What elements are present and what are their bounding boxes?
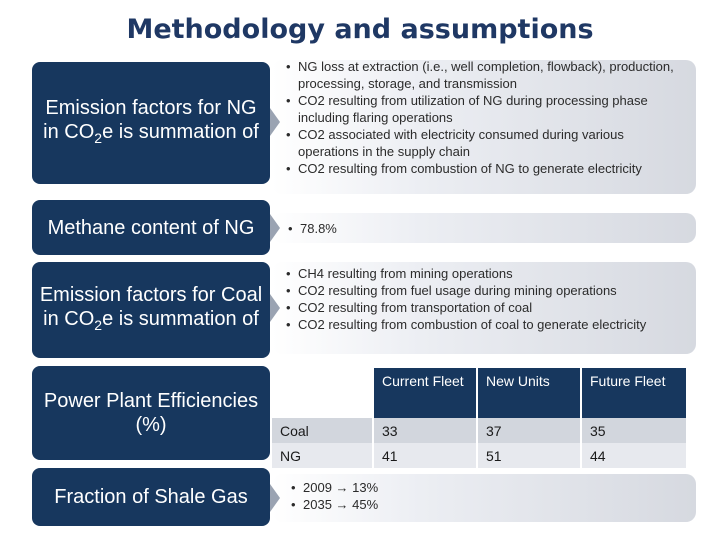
coal-emission-bullets (286, 265, 686, 333)
bullet-item: • 78.8% (288, 220, 668, 237)
shale-label-box (32, 468, 270, 526)
bullet-item: • CO2 associated with electricity consumed during various operations in the supply chain (286, 126, 680, 160)
shale-bullets (291, 479, 591, 513)
coal-emission-label-box (32, 262, 270, 358)
bullet-item: • CH4 resulting from mining operations (286, 265, 686, 282)
methane-label-box (32, 200, 270, 255)
table-cell: 51 (477, 443, 581, 468)
coal-emission-label: Emission factors for Coal in $CO_2e$ is summation of (39, 284, 263, 333)
shale-label: Fraction of Shale Gas (54, 486, 248, 508)
shale-bullet-item (291, 479, 591, 496)
table-header-cell: Future Fleet (581, 368, 686, 418)
shale-year: 2009 (303, 480, 332, 495)
efficiency-label-box (32, 366, 270, 460)
methane-connector-arrow (270, 214, 280, 242)
ng-emission-label-box (32, 62, 270, 184)
bullet-item: • CO2 resulting from fuel usage during mining operations (286, 282, 686, 299)
coal-connector-arrow (270, 294, 280, 322)
subscript-2: 2 (94, 130, 103, 146)
bullet-item: • CO2 resulting from combustion of NG to generate electricity (286, 160, 680, 177)
table-row (272, 418, 686, 443)
table-cell: 35 (581, 418, 686, 443)
efficiency-label: Power Plant Efficiencies (%) (43, 390, 259, 436)
table-header-cell: New Units (477, 368, 581, 418)
table-cell: 37 (477, 418, 581, 443)
shale-fraction-value: 45% (352, 497, 379, 512)
shale-bullet-item (291, 496, 591, 513)
table-row (272, 443, 686, 468)
table-cell: 44 (581, 443, 686, 468)
ng-emission-bullets (286, 58, 680, 177)
table-cell: NG (272, 443, 373, 468)
table-header-cell: Current Fleet (373, 368, 477, 418)
efficiency-table (272, 368, 686, 468)
table-cell: Coal (272, 418, 373, 443)
shale-fraction-value: 13% (352, 480, 379, 495)
bullet-item: • CO2 resulting from combustion of coal to generate electricity (286, 316, 686, 333)
ng-emission-label: Emission factors for NG in $CO_2e$ is summation of (43, 97, 259, 146)
bullet-item: • CO2 resulting from transportation of coal (286, 299, 686, 316)
table-cell: 33 (373, 418, 477, 443)
table-header-cell (272, 368, 373, 418)
methane-label: Methane content of NG (47, 216, 255, 239)
shale-year: 2035 (303, 497, 332, 512)
arrow-right-icon: → (331, 480, 353, 495)
table-cell: 41 (373, 443, 477, 468)
table-header-row (272, 368, 686, 418)
methane-bullets (288, 220, 668, 237)
slide-title: Methodology and assumptions (126, 14, 594, 45)
arrow-right-icon: → (331, 497, 353, 512)
subscript-2: 2 (94, 317, 103, 333)
bullet-item: • NG loss at extraction (i.e., well completion, flowback), production, processing, storage, and transmission (286, 58, 680, 92)
shale-connector-arrow (270, 484, 280, 512)
ng-connector-arrow (270, 108, 280, 136)
bullet-item: • CO2 resulting from utilization of NG during processing phase including flaring operations (286, 92, 680, 126)
